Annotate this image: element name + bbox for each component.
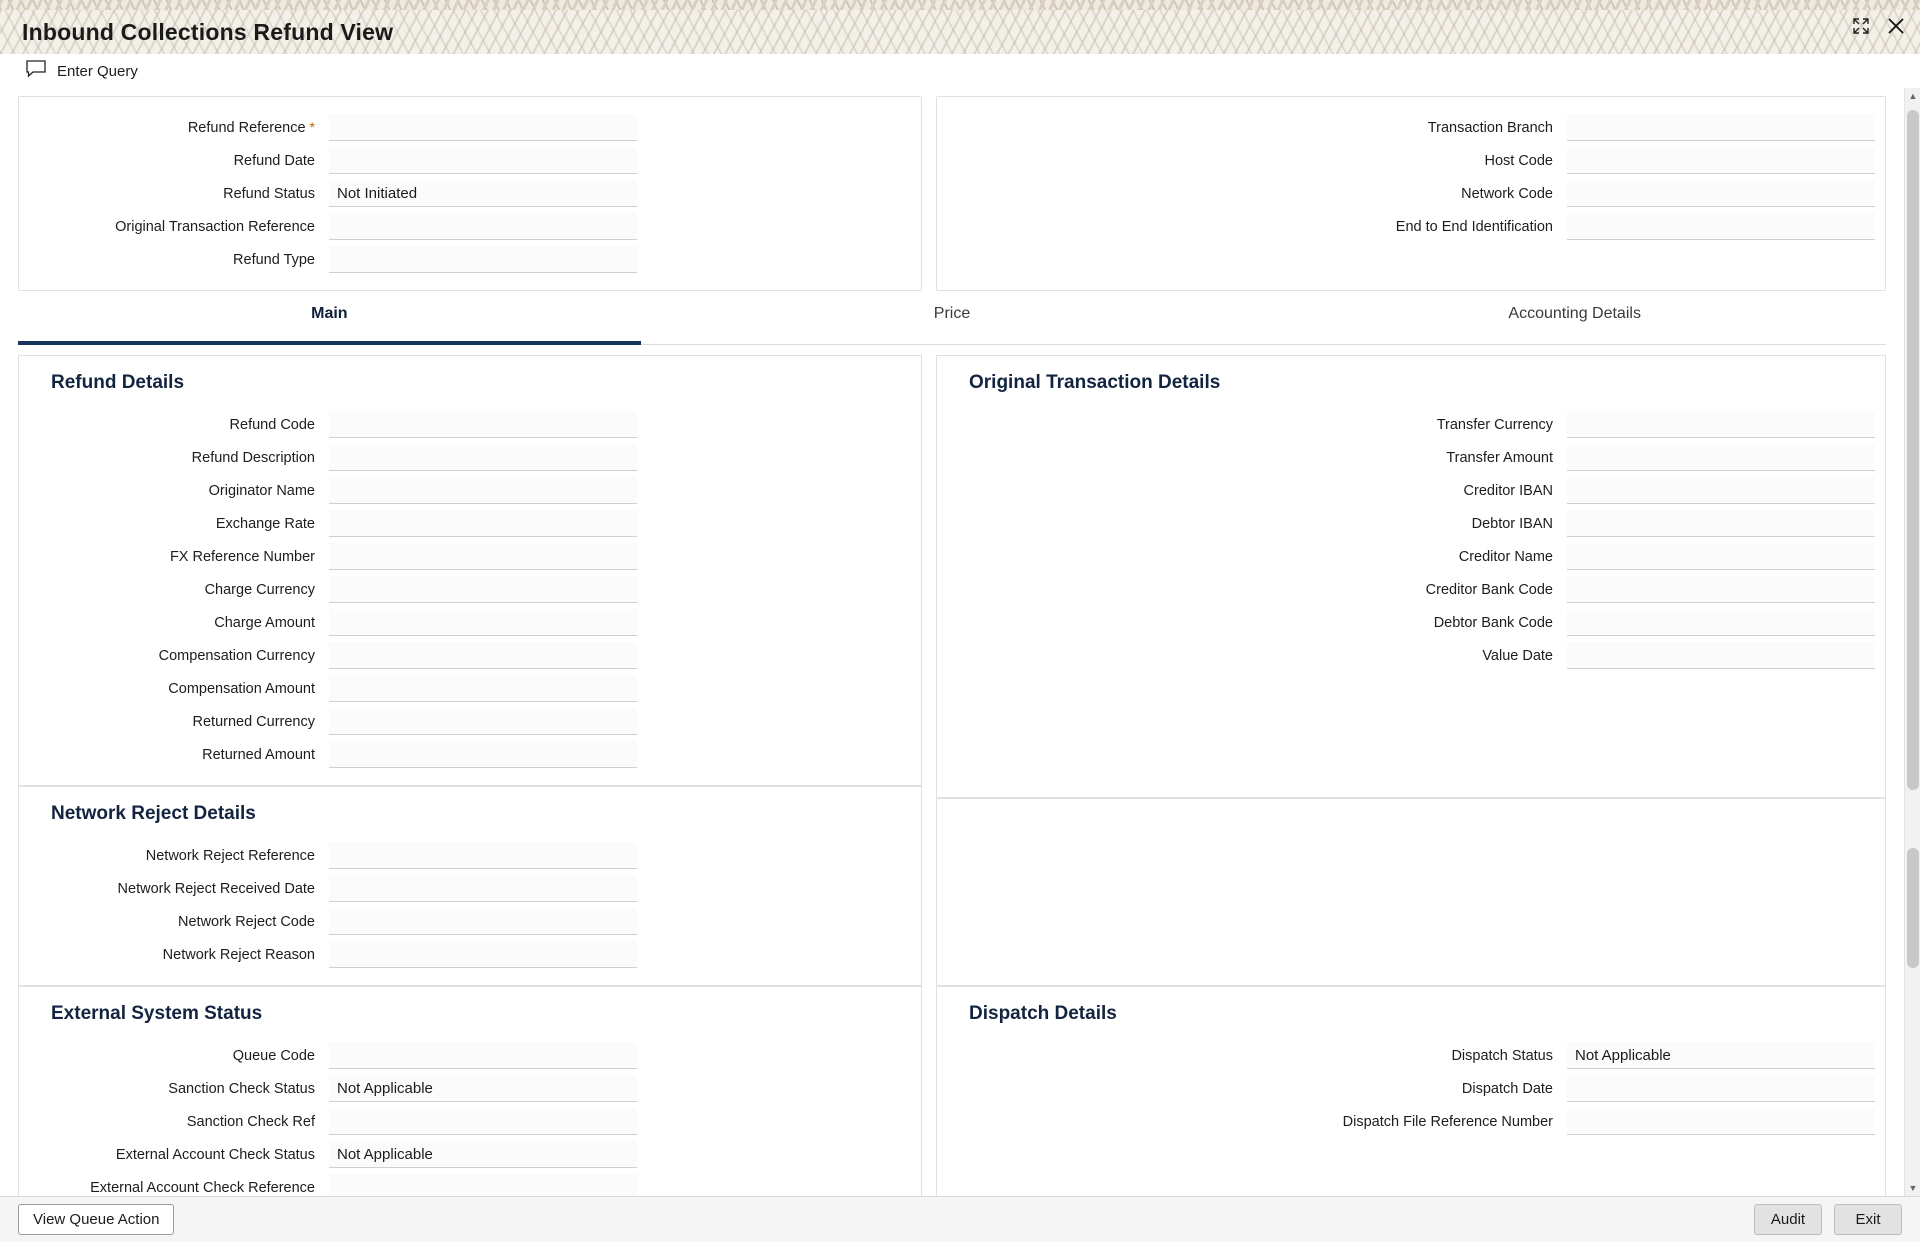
field-end-to-end-identification xyxy=(947,210,1875,243)
input-refund-reference[interactable] xyxy=(329,114,637,141)
section-title-network-reject-details: Network Reject Details xyxy=(51,803,256,824)
field-charge-amount xyxy=(29,606,911,639)
label-exchange-rate: Exchange Rate xyxy=(215,515,315,532)
field-refund-reference xyxy=(29,111,911,144)
enter-query-label: Enter Query xyxy=(57,62,138,80)
input-end-to-end-identification[interactable] xyxy=(1567,213,1875,240)
input-dispatch-file-reference-number[interactable] xyxy=(1567,1108,1875,1135)
input-charge-currency[interactable] xyxy=(329,576,637,603)
input-transfer-currency[interactable] xyxy=(1567,411,1875,438)
input-transaction-branch[interactable] xyxy=(1567,114,1875,141)
header-panels xyxy=(0,96,1904,291)
label-fx-reference-number: FX Reference Number xyxy=(169,548,315,565)
input-debtor-iban[interactable] xyxy=(1567,510,1875,537)
field-sanction-check-status xyxy=(29,1072,911,1105)
input-refund-date[interactable] xyxy=(329,147,637,174)
input-refund-type[interactable] xyxy=(329,246,637,273)
field-refund-status xyxy=(29,177,911,210)
label-creditor-iban: Creditor IBAN xyxy=(1463,482,1553,499)
required-marker: * xyxy=(309,119,315,135)
label-transfer-currency: Transfer Currency xyxy=(1436,416,1553,433)
label-creditor-bank-code: Creditor Bank Code xyxy=(1425,581,1553,598)
close-icon[interactable] xyxy=(1886,16,1906,36)
field-refund-description xyxy=(29,441,911,474)
tab-main[interactable]: Main xyxy=(18,305,641,344)
section-empty-right xyxy=(936,798,1886,986)
window-controls xyxy=(1852,16,1906,36)
label-external-account-check-reference: External Account Check Reference xyxy=(90,1179,315,1196)
label-debtor-iban: Debtor IBAN xyxy=(1471,515,1553,532)
input-originator-name[interactable] xyxy=(329,477,637,504)
spacer-original-transaction xyxy=(947,672,1875,783)
field-network-reject-reference xyxy=(29,839,911,872)
section-title-external-system-status: External System Status xyxy=(51,1003,263,1024)
field-debtor-bank-code xyxy=(947,606,1875,639)
input-refund-status[interactable] xyxy=(329,180,637,207)
exit-button[interactable]: Exit xyxy=(1834,1204,1902,1235)
label-end-to-end-identification: End to End Identification xyxy=(1395,218,1553,235)
input-host-code[interactable] xyxy=(1567,147,1875,174)
label-compensation-amount: Compensation Amount xyxy=(168,680,315,697)
input-network-code[interactable] xyxy=(1567,180,1875,207)
label-charge-amount: Charge Amount xyxy=(214,614,315,631)
section-refund-details xyxy=(18,355,922,786)
label-returned-amount: Returned Amount xyxy=(202,746,315,763)
field-transaction-branch xyxy=(947,111,1875,144)
field-exchange-rate xyxy=(29,507,911,540)
tab-accounting-details[interactable]: Accounting Details xyxy=(1508,305,1641,322)
label-originator-name: Originator Name xyxy=(208,482,315,499)
field-returned-currency xyxy=(29,705,911,738)
input-compensation-amount[interactable] xyxy=(329,675,637,702)
input-returned-amount[interactable] xyxy=(329,741,637,768)
input-value-date[interactable] xyxy=(1567,642,1875,669)
label-sanction-check-status: Sanction Check Status xyxy=(168,1080,315,1097)
tab-price[interactable]: Price xyxy=(933,305,971,322)
input-queue-code[interactable] xyxy=(329,1042,637,1069)
input-creditor-bank-code[interactable] xyxy=(1567,576,1875,603)
label-network-reject-code: Network Reject Code xyxy=(178,913,315,930)
vertical-scrollbar[interactable] xyxy=(1904,88,1920,1196)
input-fx-reference-number[interactable] xyxy=(329,543,637,570)
main-grid xyxy=(0,345,1904,1196)
label-returned-currency: Returned Currency xyxy=(192,713,315,730)
label-refund-date: Refund Date xyxy=(233,152,315,169)
field-host-code xyxy=(947,144,1875,177)
input-dispatch-status[interactable] xyxy=(1567,1042,1875,1069)
field-returned-amount xyxy=(29,738,911,771)
field-network-reject-reason xyxy=(29,938,911,971)
section-dispatch-details xyxy=(936,986,1886,1196)
label-sanction-check-ref: Sanction Check Ref xyxy=(186,1113,315,1130)
section-title-dispatch-details: Dispatch Details xyxy=(969,1003,1117,1024)
field-sanction-check-ref xyxy=(29,1105,911,1138)
scrollbar-thumb[interactable] xyxy=(1907,110,1919,790)
label-host-code: Host Code xyxy=(1484,152,1553,169)
input-sanction-check-ref[interactable] xyxy=(329,1108,637,1135)
label-dispatch-status: Dispatch Status xyxy=(1451,1047,1553,1064)
section-original-transaction-details xyxy=(936,355,1886,798)
input-dispatch-date[interactable] xyxy=(1567,1075,1875,1102)
field-original-transaction-reference xyxy=(29,210,911,243)
label-dispatch-date: Dispatch Date xyxy=(1461,1080,1553,1097)
section-network-reject-details xyxy=(18,786,922,986)
minimize-icon[interactable] xyxy=(1852,17,1870,35)
input-creditor-name[interactable] xyxy=(1567,543,1875,570)
label-value-date: Value Date xyxy=(1482,647,1553,664)
page-body xyxy=(0,88,1920,1196)
audit-button[interactable]: Audit xyxy=(1754,1204,1822,1235)
comment-icon xyxy=(26,60,46,83)
field-debtor-iban xyxy=(947,507,1875,540)
spacer-dispatch xyxy=(947,1138,1875,1196)
decorative-top-strip xyxy=(0,0,1920,10)
footer-right-buttons xyxy=(1754,1204,1902,1235)
input-external-account-check-status[interactable] xyxy=(329,1141,637,1168)
left-column xyxy=(18,355,922,1196)
input-network-reject-reference[interactable] xyxy=(329,842,637,869)
field-transfer-currency xyxy=(947,408,1875,441)
field-refund-date xyxy=(29,144,911,177)
field-creditor-iban xyxy=(947,474,1875,507)
tab-bar xyxy=(18,305,1886,345)
field-network-reject-received-date xyxy=(29,872,911,905)
label-refund-type: Refund Type xyxy=(233,251,315,268)
scrollbar-thumb-secondary[interactable] xyxy=(1907,848,1919,968)
input-charge-amount[interactable] xyxy=(329,609,637,636)
input-transfer-amount[interactable] xyxy=(1567,444,1875,471)
enter-query-bar[interactable] xyxy=(0,54,1920,88)
label-refund-reference: Refund Reference xyxy=(187,120,306,136)
field-compensation-amount xyxy=(29,672,911,705)
header-right-panel xyxy=(936,96,1886,291)
field-dispatch-status xyxy=(947,1039,1875,1072)
label-original-transaction-reference: Original Transaction Reference xyxy=(115,218,315,235)
input-exchange-rate[interactable] xyxy=(329,510,637,537)
input-debtor-bank-code[interactable] xyxy=(1567,609,1875,636)
footer-bar xyxy=(0,1196,1920,1242)
header-left-panel xyxy=(18,96,922,291)
field-dispatch-file-reference-number xyxy=(947,1105,1875,1138)
scroll-down-icon[interactable]: ▼ xyxy=(1905,1180,1920,1196)
input-returned-currency[interactable] xyxy=(329,708,637,735)
field-charge-currency xyxy=(29,573,911,606)
label-queue-code: Queue Code xyxy=(232,1047,315,1064)
label-refund-code: Refund Code xyxy=(229,416,315,433)
label-network-code: Network Code xyxy=(1461,185,1553,202)
label-network-reject-received-date: Network Reject Received Date xyxy=(117,880,315,897)
field-external-account-check-reference xyxy=(29,1171,911,1196)
field-originator-name xyxy=(29,474,911,507)
input-creditor-iban[interactable] xyxy=(1567,477,1875,504)
label-creditor-name: Creditor Name xyxy=(1458,548,1553,565)
page-title: Inbound Collections Refund View xyxy=(22,18,394,45)
field-value-date xyxy=(947,639,1875,672)
field-creditor-name xyxy=(947,540,1875,573)
view-queue-action-button[interactable]: View Queue Action xyxy=(18,1204,174,1235)
field-refund-type xyxy=(29,243,911,276)
label-network-reject-reason: Network Reject Reason xyxy=(162,946,315,963)
field-fx-reference-number xyxy=(29,540,911,573)
input-sanction-check-status[interactable] xyxy=(329,1075,637,1102)
label-refund-status: Refund Status xyxy=(223,185,315,202)
field-external-account-check-status xyxy=(29,1138,911,1171)
input-compensation-currency[interactable] xyxy=(329,642,637,669)
field-compensation-currency xyxy=(29,639,911,672)
label-refund-description: Refund Description xyxy=(191,449,315,466)
field-dispatch-date xyxy=(947,1072,1875,1105)
field-transfer-amount xyxy=(947,441,1875,474)
input-network-reject-code[interactable] xyxy=(329,908,637,935)
label-external-account-check-status: External Account Check Status xyxy=(115,1146,315,1163)
input-refund-description[interactable] xyxy=(329,444,637,471)
label-network-reject-reference: Network Reject Reference xyxy=(145,847,315,864)
field-network-reject-code xyxy=(29,905,911,938)
section-external-system-status xyxy=(18,986,922,1196)
field-queue-code xyxy=(29,1039,911,1072)
label-transaction-branch: Transaction Branch xyxy=(1427,119,1553,136)
section-title-refund-details: Refund Details xyxy=(51,372,185,393)
label-debtor-bank-code: Debtor Bank Code xyxy=(1433,614,1553,631)
label-compensation-currency: Compensation Currency xyxy=(158,647,315,664)
input-external-account-check-reference[interactable] xyxy=(329,1174,637,1196)
input-network-reject-received-date[interactable] xyxy=(329,875,637,902)
window-title-bar xyxy=(0,10,1920,54)
input-network-reject-reason[interactable] xyxy=(329,941,637,968)
input-refund-code[interactable] xyxy=(329,411,637,438)
scroll-content xyxy=(0,88,1904,1196)
field-creditor-bank-code xyxy=(947,573,1875,606)
field-refund-code xyxy=(29,408,911,441)
input-original-transaction-reference[interactable] xyxy=(329,213,637,240)
section-title-original-transaction-details: Original Transaction Details xyxy=(969,372,1221,393)
label-charge-currency: Charge Currency xyxy=(204,581,315,598)
field-network-code xyxy=(947,177,1875,210)
right-column xyxy=(936,355,1886,1196)
label-dispatch-file-reference-number: Dispatch File Reference Number xyxy=(1342,1113,1553,1130)
scroll-up-icon[interactable]: ▲ xyxy=(1905,88,1920,104)
label-transfer-amount: Transfer Amount xyxy=(1446,449,1553,466)
